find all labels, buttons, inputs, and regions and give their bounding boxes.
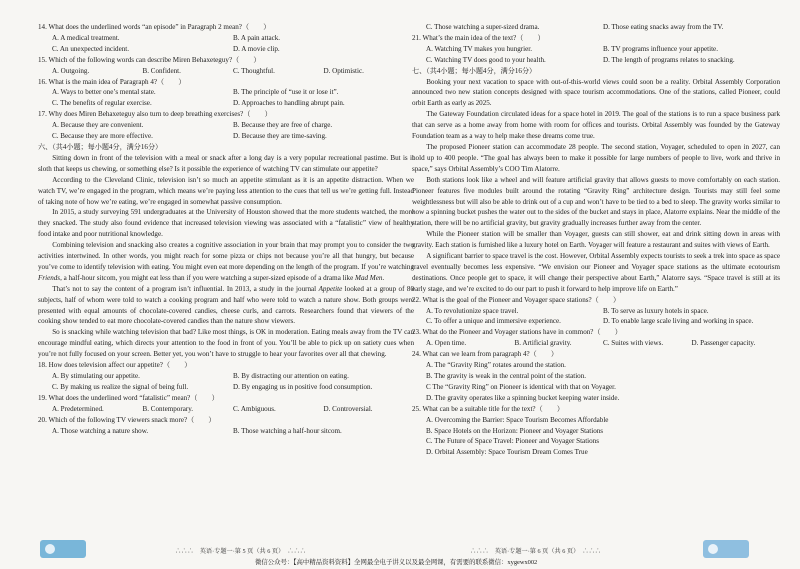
publisher-logo (40, 540, 86, 558)
wechat-note: 微信公众号：【高中精品资料资料】全网最全电子讲义以及最全网课，有需要的联系微信：xygewx002 (255, 559, 538, 566)
option: D. By engaging us in positive food consumption. (233, 382, 373, 391)
option: D. Approaches to handling abrupt pain. (233, 99, 345, 108)
option: D. Orbital Assembly: Space Tourism Dream Comes True (426, 448, 588, 457)
option: A. Overcoming the Barrier: Space Tourism Becomes Affordable (426, 415, 609, 424)
option: C. Ambiguous. (233, 404, 276, 413)
option: B. Confident. (142, 66, 181, 75)
option: C. Because they are more effective. (52, 132, 153, 141)
option: C. Those watching a super-sized drama. (426, 23, 540, 31)
question-22-options (412, 306, 780, 328)
question-24-options (412, 360, 780, 404)
question-20-options-continued (412, 22, 780, 33)
question-22: 22. What is the goal of the Pioneer and Voyager space stations?（ ） (412, 295, 621, 304)
option: A. Those watching a nature show. (52, 426, 149, 435)
option: D. The gravity operates like a spinning bucket keeping water inside. (426, 393, 620, 402)
option: B. The principle of “use it or lose it”. (233, 88, 339, 97)
option: D. Because they are time-saving. (233, 132, 327, 141)
section-six-heading: 六、（共4小题；每小题4分，满分16分） (38, 142, 163, 151)
left-column (38, 22, 414, 436)
option: A. A medical treatment. (52, 33, 120, 42)
passage-paragraph: In 2015, a study surveying 591 undergraduates at the University of Houston showed that the more students watched, the more they snacked. The study also found evidence that increased television viewing was associated with a “fatalistic” view of healthy food intake and poor nutritional knowledge. (38, 208, 414, 239)
question-21-options (412, 44, 780, 66)
option: A. By stimulating our appetite. (52, 372, 140, 380)
option: D. To enable large scale living and working in space. (603, 317, 754, 326)
option: A. Outgoing. (52, 66, 90, 75)
question-16: 16. What is the main idea of Paragraph 4?（ ） (38, 77, 186, 86)
option: D. Passenger capacity. (691, 339, 756, 348)
option: D. Those eating snacks away from the TV. (603, 23, 724, 31)
option: C. The benefits of regular exercise. (52, 99, 152, 108)
passage-paragraph: The proposed Pioneer station can accommodate 28 people. The second station, Voyager, scheduled to open in 2027, can hold up to 400 people. “The goal has always been to make it possible for large numbers of people to live, work and thrive in space,” says Orbital Assembly’s COO Tim Alatorre. (412, 142, 780, 173)
option: B. The gravity is weak in the central point of the station. (426, 372, 587, 380)
passage-paragraph: That’s not to say the content of a program isn’t influential. In 2013, a study in the journal Appetite looked at a group of 80 subjects, half of whom were told to watch a cooking program and half who were told to watch a nature show. Both groups were presented with equal amounts of chocolate-covered candies, cheese curls, and carrots. Researchers found that viewers of the cooking show tended to eat more chocolate-covered candies than the nature show viewers. (38, 284, 414, 326)
question-15: 15. Which of the following words can describe Miren Behaxeteguy?（ ） (38, 55, 261, 64)
question-17-options (38, 120, 414, 142)
option: C. To offer a unique and immersive experience. (426, 317, 561, 326)
option: D. Optimistic. (323, 66, 364, 75)
question-21: 21. What’s the main idea of the text?（ ） (412, 33, 545, 42)
option: C. An unexpected incident. (52, 44, 130, 53)
option: A. To revolutionize space travel. (426, 306, 519, 315)
page-footer-left: ∴∴∴ 英语·专题一·第 5 页（共 6 页） ∴∴∴ (175, 548, 306, 555)
question-14-options (38, 33, 414, 55)
option: C. Suites with views. (603, 339, 664, 348)
passage-paragraph: A significant barrier to space travel is the cost. However, Orbital Assembly expects tourists to seek a trek into space as space travel eventually becomes less expensive. “We envision our Pioneer and Voyager space stations as the ultimate ecotourism destinations. Once people get to space, it will change their perspective about Earth,” Alatorre says. “Space travel is still at its early stage, and we’re excited to do our part to push it forward to help improve life on Earth.” (412, 252, 780, 293)
question-17: 17. Why does Miren Behaxeteguy also turn to deep breathing exercises?（ ） (38, 110, 272, 119)
option: A. Because they are convenient. (52, 121, 144, 130)
option: A. Watching TV makes you hungrier. (426, 44, 533, 53)
question-25-options (412, 415, 780, 459)
question-20: 20. Which of the following TV viewers snack more?（ ） (38, 415, 216, 424)
question-18-options (38, 371, 414, 393)
passage-paragraph: The Gateway Foundation circulated ideas for a space hotel in 2019. The goal of the stations is to run a space business park that can serve as a home away from home with room for offices and tourists. Orbital Assembly was founded by the Gateway Foundation team as a way to help make these dreams come true. (412, 110, 780, 141)
passage-paragraph: So is snacking while watching television that bad? Like most things, is OK in moderation. Eating meals away from the TV can encourage mindful eating, which directs your attention to the food in front of you. You’ll be able to pick up on satiety cues when you’re not fully focused on your screen. Better yet, you won’t have to struggle to hear your favorites over all that chewing. (38, 328, 414, 359)
option: B. Because they are free of charge. (233, 121, 333, 130)
page-footer-right: ∴∴∴ 英语·专题一·第 6 页（共 6 页） ∴∴∴ (470, 548, 601, 555)
question-25: 25. What can be a suitable title for the text?（ ） (412, 404, 564, 413)
option: C. By making us realize the signal of being full. (52, 382, 189, 391)
option: B. By distracting our attention on eating. (233, 372, 349, 380)
option: C. Thoughtful. (233, 66, 275, 75)
passage-paragraph: Combining television and snacking also creates a cognitive association in your brain that may prompt you to consider the two activities intertwined. In other words, you might reach for some pizza or chips not because you’re all that hungry, but because you’ve come to identify television with eating. You might even eat more depending on the length of the program. If you’re watching Friends, a half-hour sitcom, you might eat less than if you were watching a super-sized episode of a drama like Mad Men. (38, 241, 414, 282)
option: D. Controversial. (323, 404, 373, 413)
option: B. Those watching a half-hour sitcom. (233, 426, 342, 435)
question-20-options (38, 426, 414, 437)
option: C. The Future of Space Travel: Pioneer and Voyager Stations (426, 437, 599, 446)
option: B. Artificial gravity. (514, 339, 572, 348)
question-24: 24. What can we learn from paragraph 4?（ ） (412, 350, 559, 359)
question-19: 19. What does the underlined word “fatalistic” mean?（ ） (38, 393, 219, 402)
question-23-options (412, 338, 780, 349)
option: A. Open time. (426, 339, 467, 348)
option: C The “Gravity Ring” on Pioneer is identical with that on Voyager. (426, 382, 616, 391)
option: B. Contemporary. (142, 404, 194, 413)
option: C. Watching TV does good to your health. (426, 55, 546, 64)
option: A. The “Gravity Ring” rotates around the station. (426, 361, 566, 370)
option: B. Space Hotels on the Horizon: Pioneer and Voyager Stations (426, 426, 604, 435)
option: D. A movie clip. (233, 44, 280, 53)
question-18: 18. How does television affect our appetite?（ ） (38, 361, 192, 370)
option: B. TV programs influence your appetite. (603, 44, 718, 53)
option: B. A pain attack. (233, 33, 281, 42)
passage-paragraph: Both stations look like a wheel and will feature artificial gravity that allows guests to move comfortably on each station. Pioneer features five modules built around the rotating “Gravity Ring” architecture design. Tourists may still feel some weightlessness but will also be able to drink out of a cup and won’t have to be tied to a bed to sleep. The gravity works similar to how a spinning bucket pushes the water out to the sides of the bucket and stays in place, Alatorre explains. Near the middle of the station, there will be no artificial gravity, but gravity gradually increases further away from the center. (412, 175, 780, 228)
question-19-options (38, 404, 414, 415)
option: A. Predetermined. (52, 404, 104, 413)
section-seven-heading: 七、（共4小题；每小题4分，满分16分） (412, 66, 537, 75)
option: D. The length of programs relates to snacking. (603, 55, 735, 64)
passage-paragraph: According to the Cleveland Clinic, television isn’t so much an appetite stimulant as it is an appetite distraction. When we watch TV, we’re engaged in the program, which means we’re paying less attention to the cues that tell us we’re getting full. Instead of taking note of how we’re eating, we’re engaged in somewhat passive consumption. (38, 175, 414, 206)
right-column (412, 22, 780, 458)
passage-paragraph: While the Pioneer station will be smaller than Voyager, guests can still shower, eat and drink sitting down in areas with gravity. Each station is furnished like a luxury hotel on Earth. Voyager will feature a restaurant and suites with views of Earth. (412, 230, 780, 250)
passage-paragraph: Sitting down in front of the television with a meal or snack after a long day is a very popular recreational pastime. But is it sloth that keeps us chewing, or something else? Is it possible the experience of watching TV can stimulate our appetite? (38, 153, 414, 173)
question-14: 14. What does the underlined words “an episode” in Paragraph 2 mean?（ ） (38, 23, 271, 31)
option: A. Ways to better one’s mental state. (52, 88, 156, 97)
option: B. To serve as luxury hotels in space. (603, 306, 709, 315)
question-23: 23. What do the Pioneer and Voyager stations have in common?（ ） (412, 328, 622, 337)
publisher-logo (703, 540, 749, 558)
passage-paragraph: Booking your next vacation to space with out-of-this-world views could soon be a reality. Orbital Assembly Corporation announced two new station concepts designed with space tourism accommodations. One of the stations, called Pioneer, could orbit Earth as early as 2025. (412, 77, 780, 108)
question-16-options (38, 87, 414, 109)
question-15-options (38, 66, 414, 77)
